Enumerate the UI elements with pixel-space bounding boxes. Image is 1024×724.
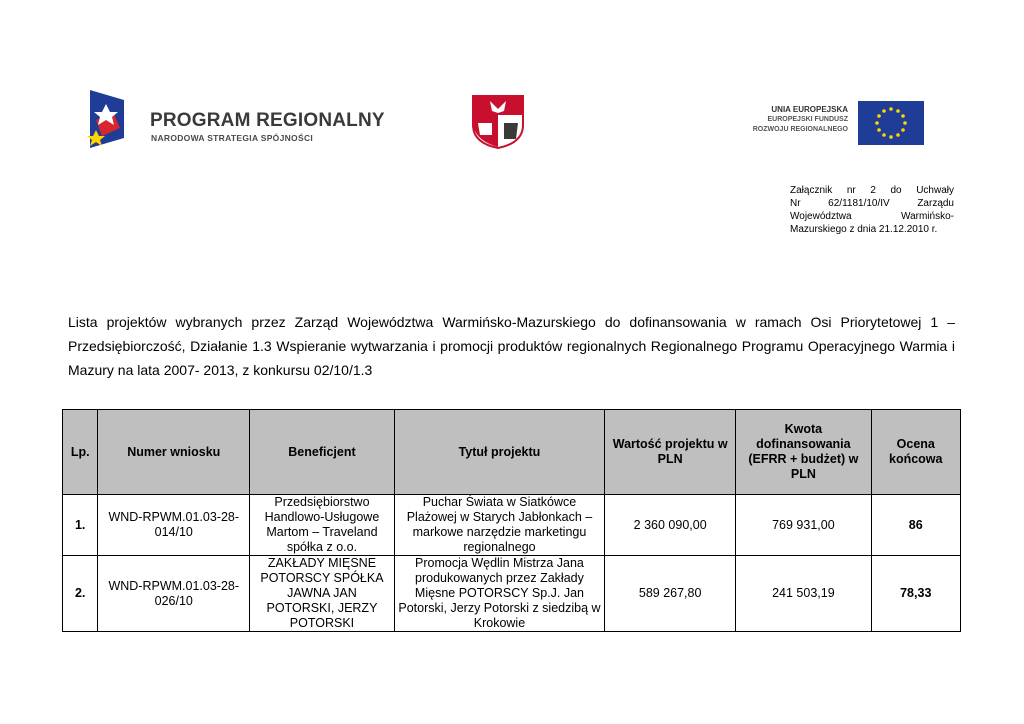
cell-kwota-dofinansowania: 769 931,00 <box>736 495 871 556</box>
header-lp: Lp. <box>63 410 98 495</box>
cell-ocena-koncowa: 78,33 <box>871 556 961 632</box>
eu-logo <box>728 101 924 145</box>
cell-beneficjent: Przedsiębiorstwo Handlowo-Usługowe Martom – Traveland spółka z o.o. <box>250 495 395 556</box>
cell-numer-wniosku: WND-RPWM.01.03-28-014/10 <box>98 495 250 556</box>
program-subtitle: NARODOWA STRATEGIA SPÓJNOŚCI <box>151 133 314 143</box>
table-header-row <box>63 410 961 495</box>
annex-note <box>790 184 954 236</box>
cell-tytul-projektu: Promocja Wędlin Mistrza Jana produkowanych przez Zakłady Mięsne POTORSCY Sp.J. Jan Potorski, Jerzy Potorski z siedzibą w Krokowie <box>394 556 604 632</box>
eu-line-1: UNIA EUROPEJSKA <box>771 105 848 114</box>
voivodeship-coat-of-arms <box>472 95 524 154</box>
eu-line-2: EUROPEJSKI FUNDUSZ <box>767 116 848 123</box>
cell-lp: 1. <box>63 495 98 556</box>
cell-kwota-dofinansowania: 241 503,19 <box>736 556 871 632</box>
program-regionalny-emblem-icon <box>84 86 150 158</box>
coat-of-arms-icon <box>472 95 524 149</box>
projects-table <box>62 409 961 632</box>
cell-lp: 2. <box>63 556 98 632</box>
cell-wartosc-projektu: 2 360 090,00 <box>605 495 736 556</box>
cell-numer-wniosku: WND-RPWM.01.03-28-026/10 <box>98 556 250 632</box>
header-kwota-dofinansowania: Kwota dofinansowania (EFRR + budżet) w PLN <box>736 410 871 495</box>
table-row <box>63 556 961 632</box>
annex-line-4: Mazurskiego z dnia 21.12.2010 r. <box>790 224 938 235</box>
intro-paragraph: Lista projektów wybranych przez Zarząd Województwa Warmińsko-Mazurskiego do dofinansowania w ramach Osi Priorytetowej 1 – Przedsiębiorczość, Działanie 1.3 Wspieranie wytwarzania i promocji produktów regionalnych Regionalnego Programu Operacyjnego Warmia i Mazury na lata 2007- 2013, z konkursu 02/10/1.3 <box>68 314 955 378</box>
cell-beneficjent: ZAKŁADY MIĘSNE POTORSCY SPÓŁKA JAWNA JAN POTORSKI, JERZY POTORSKI <box>250 556 395 632</box>
cell-wartosc-projektu: 589 267,80 <box>605 556 736 632</box>
program-regionalny-logo <box>84 86 404 158</box>
cell-ocena-koncowa: 86 <box>871 495 961 556</box>
header-ocena-koncowa: Ocena końcowa <box>871 410 961 495</box>
header-beneficjent: Beneficjent <box>250 410 395 495</box>
cell-tytul-projektu: Puchar Świata w Siatkówce Plażowej w Starych Jabłonkach – markowe narzędzie marketingu regionalnego <box>394 495 604 556</box>
annex-line-2: Nr 62/1181/10/IV Zarządu <box>790 198 954 209</box>
header-tytul-projektu: Tytuł projektu <box>394 410 604 495</box>
table-row <box>63 495 961 556</box>
annex-line-1: Załącznik nr 2 do Uchwały <box>790 185 954 196</box>
header-wartosc-projektu: Wartość projektu w PLN <box>605 410 736 495</box>
annex-line-3: Województwa Warmińsko- <box>790 211 954 222</box>
program-title: PROGRAM REGIONALNY <box>150 110 385 131</box>
eu-line-3: ROZWOJU REGIONALNEGO <box>752 126 848 133</box>
eu-flag-icon <box>858 101 924 145</box>
header-numer-wniosku: Numer wniosku <box>98 410 250 495</box>
